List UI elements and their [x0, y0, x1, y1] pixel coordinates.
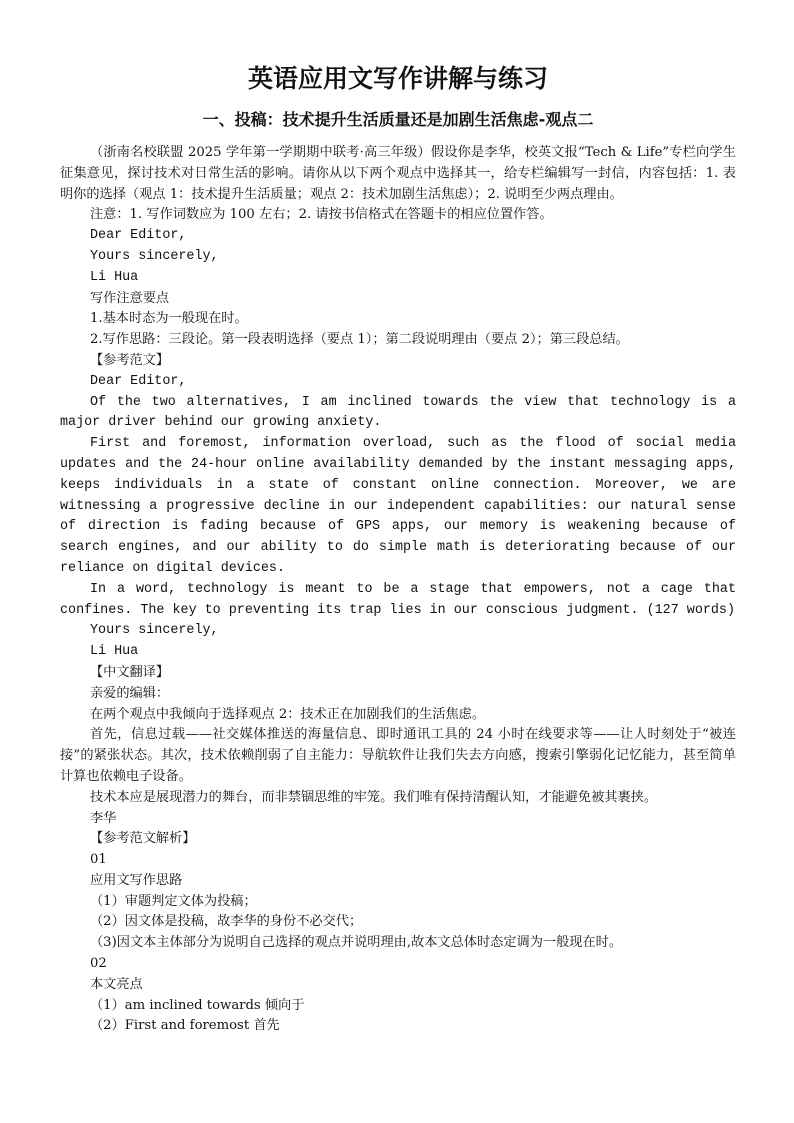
- tips-heading: 写作注意要点: [90, 290, 170, 306]
- page-title: 英语应用文写作讲解与练习: [247, 64, 548, 93]
- analysis-item: （2）因文体是投稿，故李华的身份不必交代；: [90, 914, 363, 930]
- tip-item: 2.写作思路：三段论。第一段表明选择（要点 1）；第二段说明理由（要点 2）；第三段总结。: [90, 332, 629, 348]
- sample-paragraph: Of the two alternatives, I am inclined towards the view that technology is a major driver behind our growing anxiety.: [60, 394, 745, 431]
- translation-greeting: 亲爱的编辑：: [90, 685, 170, 701]
- translation-paragraph: 在两个观点中我倾向于选择观点 2：技术正在加剧我们的生活焦虑。: [90, 706, 486, 722]
- analysis-item: （1）am inclined towards 倾向于: [90, 997, 305, 1013]
- sample-signature: Li Hua: [90, 644, 139, 660]
- analysis-part-number: 02: [90, 956, 107, 972]
- prompt-signature: Li Hua: [90, 269, 139, 285]
- writing-prompt: （浙南名校联盟 2025 学年第一学期期中联考·高三年级）假设你是李华，校英文报“Tech & Life”专栏向学生征集意见，探讨技术对日常生活的影响。请你从以下两个观点中选择其一，给专栏编辑写一封信，内容包括：1. 表明你的选择（观点 1：技术提升生活质量；观点 2：技术加剧生活焦虑）；2. 说明至少两点理由。: [60, 145, 736, 202]
- document-page: [60, 62, 745, 1037]
- sample-greeting: Dear Editor,: [90, 373, 187, 389]
- prompt-greeting: Dear Editor,: [90, 228, 187, 244]
- prompt-closing: Yours sincerely,: [90, 248, 219, 264]
- sample-closing: Yours sincerely,: [90, 623, 219, 639]
- tip-item: 1.基本时态为一般现在时。: [90, 311, 248, 327]
- prompt-note: 注意：1. 写作词数应为 100 左右；2. 请按书信格式在答题卡的相应位置作答。: [90, 207, 553, 223]
- translation-paragraph: 首先，信息过载——社交媒体推送的海量信息、即时通讯工具的 24 小时在线要求等——让人时刻处于“被连接”的紧张状态。其次，技术依赖削弱了自主能力：导航软件让我们失去方向感，搜索引擎弱化记忆能力，甚至简单计算也依赖电子设备。: [60, 727, 736, 784]
- sample-paragraph: In a word, technology is meant to be a stage that empowers, not a cage that confines. The key to preventing its trap lies in our conscious judgment. (127 words): [60, 581, 745, 618]
- section-title: 一、投稿：技术提升生活质量还是加剧生活焦虑-观点二: [202, 110, 594, 129]
- translation-paragraph: 技术本应是展现潜力的舞台，而非禁锢思维的牢笼。我们唯有保持清醒认知，才能避免被其裹挟。: [90, 789, 658, 805]
- analysis-part-title: 本文亮点: [90, 976, 143, 992]
- analysis-part-title: 应用文写作思路: [90, 872, 183, 888]
- translation-signature: 李华: [90, 810, 117, 826]
- translation-heading: 【中文翻译】: [90, 664, 170, 680]
- analysis-heading: 【参考范文解析】: [90, 831, 196, 847]
- analysis-item: （3)因文本主体部分为说明自己选择的观点并说明理由,故本文总体时态定调为一般现在时。: [90, 935, 623, 951]
- analysis-item: （2）First and foremost 首先: [90, 1018, 280, 1034]
- analysis-item: （1）审题判定文体为投稿；: [90, 893, 257, 909]
- analysis-part-number: 01: [90, 852, 107, 868]
- sample-heading: 【参考范文】: [90, 352, 170, 368]
- sample-paragraph: First and foremost, information overload, such as the flood of social media updates and the 24-hour online availability demanded by the instant messaging apps, keeps individuals in a state of constant online connection. Moreover, we are witnessing a progressive decline in our independent capabilities: our natural sense of direction is fading because of GPS apps, our memory is weakening because of search engines, and our ability to do simple math is deteriorating because of our reliance on digital devices.: [60, 436, 745, 576]
